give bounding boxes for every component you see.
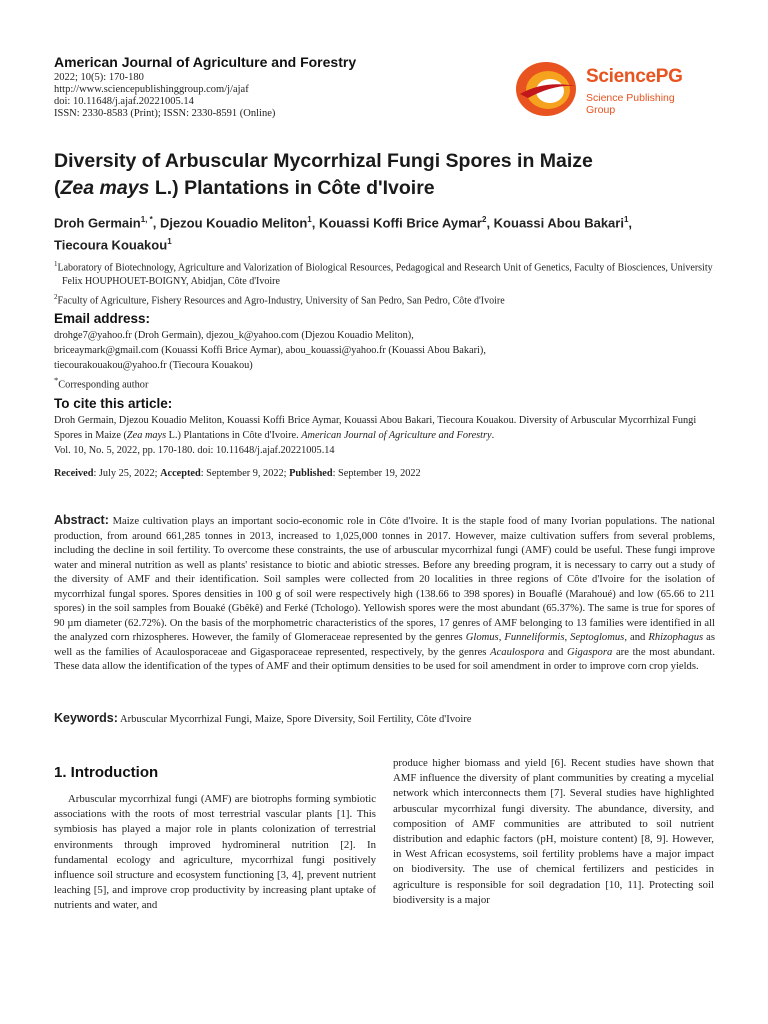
author-name: Djezou Kouadio Meliton — [159, 215, 308, 231]
cite-heading: To cite this article: — [54, 396, 173, 411]
affiliation: $^2$Faculty of Agriculture, Fishery Resources and Agro-Industry, University of San Pedro, San Pedro, Côte d'Ivoire — [54, 293, 505, 307]
journal-doi: doi: 10.11648/j.ajaf.20221005.14 — [54, 96, 194, 107]
corresponding-author: *Corresponding author — [54, 375, 149, 391]
journal-volume: 2022; 10(5): 170-180 — [54, 72, 144, 83]
sciencepg-logo-icon — [514, 60, 580, 118]
email-addresses: drohge7@yahoo.fr (Droh Germain), djezou_k@yahoo.com (Djezou Kouadio Meliton), briceaymark@gmail.com (Kouassi Koffi Brice Aymar), abou_kouassi@yahoo.fr (Kouassi Abou Bakari), tiecourakouakou@yahoo.fr (Tiecoura Kouakou) *Corresponding author — [54, 328, 714, 392]
author-list: Droh Germain$^{1, *}$, Djezou Kouadio Meliton$^1$, Kouassi Koffi Brice Aymar$^2$, Kouassi Abou Bakari$^1$, Tiecoura Kouakou$^1$ — [54, 215, 633, 253]
title-species: Zea mays — [60, 177, 150, 199]
affiliation: $^1$Laboratory of Biotechnology, Agriculture and Valorization of Biological Resources, Pedagogical and Research Unit of Genetics, Faculty of Biosciences, University Felix HOUPHOUET-BOIGNY, Abidjan, Côte d'Ivoire — [54, 260, 713, 288]
journal-title: American Journal of Agriculture and Forestry — [54, 54, 357, 70]
journal-url[interactable]: http://www.sciencepublishinggroup.com/j/ajaf — [54, 84, 249, 95]
logo-name: SciencePG — [586, 66, 683, 87]
article-dates: Received: July 25, 2022; Accepted: September 9, 2022; Published: September 19, 2022 — [54, 468, 421, 479]
introduction-right-column: produce higher biomass and yield [6]. Recent studies have shown that AMF influence the diversity of plant communities by creating a mycelial network which interconnects them [7]. Several studies have highlighted arbuscular mycorrhizal fungi diversity. The abundance, diversity, and composition of AMF communities are attributed to soil nutrient distribution and edaphic factors (pH, moisture content) [8, 9]. However, in West African ecosystems, soil fertility problems have a major impact on biodiversity. The use of chemical fertilizers and pesticides in agriculture is responsible for soil degradation [10, 11]. Protecting soil biodiversity is a major — [393, 757, 714, 906]
keywords-label: Keywords: — [54, 711, 118, 725]
citation-text: Droh Germain, Djezou Kouadio Meliton, Kouassi Koffi Brice Aymar, Kouassi Abou Bakari, Tiecoura Kouakou. Diversity of Arbuscular Mycorrhizal Fungi Spores in Maize (Zea mays L.) Plantations in Côte d'Ivoire. American Journal of Agriculture and Forestry. Vol. 10, No. 5, 2022, pp. 170-180. doi: 10.11648/j.ajaf.20221005.14 — [54, 415, 697, 456]
author-name: Droh Germain — [54, 215, 141, 231]
journal-issn: ISSN: 2330-8583 (Print); ISSN: 2330-8591 (Online) — [54, 108, 276, 119]
author-name: Kouassi Koffi Brice Aymar — [318, 215, 482, 231]
introduction-heading: 1. Introduction — [54, 764, 159, 781]
author-name: Tiecoura Kouakou — [54, 237, 168, 253]
introduction-left-column: Arbuscular mycorrhizal fungi (AMF) are biotrophs forming symbiotic associations with the roots of most terrestrial vascular plants [1]. This symbiosis has played a major role in plants colonization of terrestrial environments through improved hydromineral nutrition [2]. In fundamental ecology and agriculture, mycorrhizal fungi positively influence soil structure and ecosystem functioning [3, 4], prevent nutrient leaching [5], and improve crop productivity by increasing plant uptake of nutrients and water, and — [54, 793, 376, 912]
keywords: Keywords: Arbuscular Mycorrhizal Fungi, Maize, Spore Diversity, Soil Fertility, Côte d'Ivoire — [54, 711, 472, 725]
paper-title: Diversity of Arbuscular Mycorrhizal Fungi Spores in Maize (Zea mays L.) Plantations in Côte d'Ivoire — [54, 150, 593, 199]
email-heading: Email address: — [54, 311, 151, 326]
sciencepg-logo — [514, 60, 704, 118]
abstract: Abstract: Maize cultivation plays an important socio-economic role in Côte d'Ivoire. It is the staple food of many Ivorian populations. The national production, from around 661,285 tonnes in 2013, increased to 1,025,000 tonnes in 2017. However, maize cultivation suffers from several problems, including the decline in soil fertility. To overcome these constraints, the use of arbuscular mycorrhizal fungi (AMF) could be useful. These fungi improve water and mineral nutrition as well as plants' resistance to biotic and abiotic stresses. Before any breeding program, it is necessary to carry out a study of the diversity of AMF and their identification. Soil samples were collected from 20 localities in three regions of Côte d'Ivoire for the isolation of mycorrhizal fungal spores. Spores densities in 100 g of soil were respectively high (138.66 to 398 spores) in Bouaflé (Marahoué) and low (65.66 to 211 spores) in the soil samples from Bouaké (Gbêkê) and Ferké (Tchologo). Yellowish spores were the most abundant (65.37%). The same is true for spores of 90 µm diameter (62.72%). On the basis of the morphometric characteristics of the spores, 17 genres of AMF belonging to 13 families were identified in all the analyzed corn rhizospheres. However, the family of Glomeraceae represented by the genres Glomus, Funneliformis, Septoglomus, and Rhizophagus as well as the families of Acaulosporaceae and Gigasporaceae represented, respectively, by the genres Acaulospora and Gigaspora are the most abundant. These data allow the identification of the types of AMF and their optimum densities to be used for soil amendment in order to improve corn crop yields. — [54, 513, 716, 672]
logo-subtitle: Science Publishing Group — [586, 92, 675, 116]
author-name: Kouassi Abou Bakari — [493, 215, 624, 231]
abstract-label: Abstract: — [54, 513, 109, 527]
